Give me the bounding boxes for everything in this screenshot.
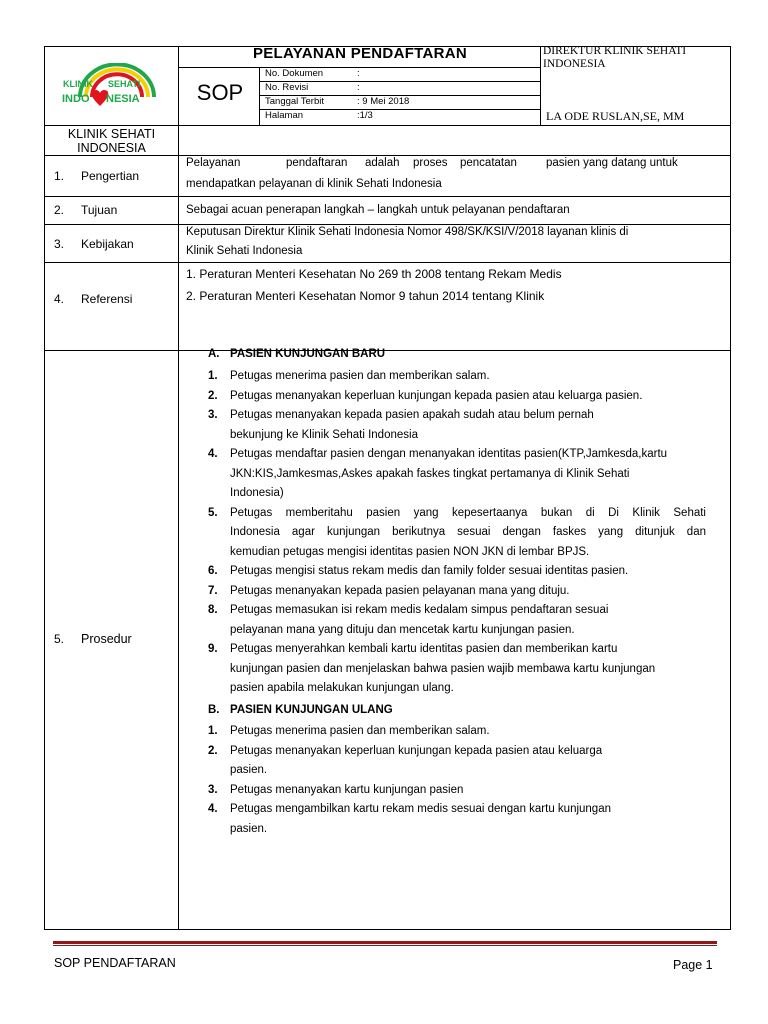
row-sep-4: [44, 262, 731, 263]
row-sep-5: [44, 350, 731, 351]
table-border-right: [730, 46, 731, 930]
clinic-name-line-1: KLINIK SEHATI: [67, 127, 156, 141]
step-number: 4.: [208, 803, 218, 815]
step-text-line: Petugas mendaftar pasien dengan menanyakan identitas pasien(KTP,Jamkesda,kartu: [230, 448, 668, 460]
row-number-kebijakan: 3.: [54, 237, 65, 251]
step-text-line: Petugas menanyakan keperluan kunjungan kepada pasien atau keluarga: [230, 744, 603, 757]
pengertian-line-2: mendapatkan pelayanan di klinik Sehati Indonesia: [186, 178, 442, 190]
signer-name: LA ODE RUSLAN,SE, MM: [546, 109, 685, 123]
part-a-letter: A.: [208, 348, 220, 360]
step-text-line: kemudian petugas mengisi identitas pasien NON JKN di lembar BPJS.: [230, 545, 590, 558]
step-text-line: kunjungan pasien dan menjelaskan bahwa pasien wajib membawa kartu kunjungan: [230, 662, 656, 675]
step-number: 5.: [208, 506, 218, 519]
row-number-referensi: 4.: [54, 292, 65, 306]
logo-text-bottom-left: INDO: [62, 93, 90, 105]
kebijakan-line-1: Keputusan Direktur Klinik Sehati Indonesia Nomor 498/SK/KSI/V/2018 layanan klinis di: [186, 226, 629, 238]
meta-label-tanggal: Tanggal Terbit: [265, 96, 324, 107]
clinic-logo-graphic: [60, 63, 160, 119]
meta-value-halaman: :1/3: [357, 110, 373, 121]
row-number-tujuan: 2.: [54, 203, 65, 217]
step-text-line: bekunjung ke Klinik Sehati Indonesia: [230, 428, 418, 441]
pengertian-word-4: proses: [413, 157, 448, 169]
step-text-line: Petugas menyerahkan kembali kartu identitas pasien dan memberikan kartu: [230, 643, 618, 655]
step-text-line: Indonesia agar kunjungan berikutnya sesuai dengan faskes yang ditunjuk dan: [230, 526, 706, 538]
step-number: 4.: [208, 448, 218, 460]
step-text-line: Petugas memasukan isi rekam medis kedalam simpus pendaftaran sesuai: [230, 604, 609, 616]
row-label-pengertian: Pengertian: [81, 169, 140, 183]
director-title: [543, 45, 686, 71]
step-text-line: Petugas menerima pasien dan memberikan salam.: [230, 370, 490, 382]
step-text-line: Petugas mengambilkan kartu rekam medis sesuai dengan kartu kunjungan: [230, 803, 611, 815]
step-text-line: Petugas mengisi status rekam medis dan family folder sesuai identitas pasien.: [230, 565, 629, 577]
meta-value-tanggal: : 9 Mei 2018: [357, 96, 410, 107]
footer-document-name: SOP PENDAFTARAN: [54, 956, 176, 970]
table-border-left: [44, 46, 45, 930]
pengertian-word-1: Pelayanan: [186, 157, 241, 169]
pengertian-word-5: pencatatan: [460, 157, 517, 169]
step-number: 1.: [208, 370, 218, 382]
part-b-letter: B.: [208, 704, 220, 716]
step-number: 7.: [208, 584, 218, 597]
step-number: 9.: [208, 643, 218, 655]
step-text-line: Petugas memberitahu pasien yang kepesertaanya bukan di Di Klinik Sehati: [230, 506, 706, 519]
logo-text-top-right: SEHATI: [108, 79, 141, 89]
meta-label-revisi: No. Revisi: [265, 82, 309, 93]
step-text-line: JKN:KIS,Jamkesmas,Askes apakah faskes tingkat pertamanya di Klinik Sehati: [230, 467, 630, 480]
pengertian-word-6: pasien yang datang untuk: [546, 157, 678, 169]
header-bottom: [44, 125, 731, 126]
step-number: 8.: [208, 604, 218, 616]
step-text-line: Petugas menanyakan kartu kunjungan pasien: [230, 783, 464, 796]
step-text-line: pasien.: [230, 764, 268, 776]
step-text-line: pasien apabila melakukan kunjungan ulang.: [230, 682, 454, 694]
step-number: 3.: [208, 409, 218, 421]
part-a-title: PASIEN KUNJUNGAN BARU: [230, 348, 386, 360]
logo-text-top-left: KLINIK: [63, 79, 93, 89]
step-text-line: pelayanan mana yang dituju dan mencetak kartu kunjungan pasien.: [230, 623, 575, 636]
pengertian-word-3: adalah: [365, 157, 400, 169]
tujuan-text: Sebagai acuan penerapan langkah – langkah untuk pelayanan pendaftaran: [186, 204, 570, 216]
step-text-line: Petugas menanyakan kepada pasien pelayanan mana yang dituju.: [230, 584, 570, 597]
step-number: 2.: [208, 389, 218, 402]
header-divider-2: [540, 46, 541, 126]
footer-page-number: Page 1: [673, 958, 713, 972]
logo-text-bottom-right: NESIA: [106, 93, 140, 105]
row-label-referensi: Referensi: [81, 292, 133, 306]
step-text-line: pasien.: [230, 822, 268, 835]
part-b-title: PASIEN KUNJUNGAN ULANG: [230, 704, 393, 716]
row-label-kebijakan: Kebijakan: [81, 237, 134, 251]
row-label-prosedur: Prosedur: [81, 632, 132, 646]
footer-rule-thick: [53, 941, 717, 944]
header-divider-1: [178, 46, 179, 930]
step-text-line: Petugas menerima pasien dan memberikan salam.: [230, 725, 490, 737]
document-title: PELAYANAN PENDAFTARAN: [252, 45, 468, 62]
pengertian-word-2: pendaftaran: [286, 157, 348, 169]
meta-label-halaman: Halaman: [265, 110, 304, 121]
meta-value-dokumen: :: [357, 68, 360, 79]
clinic-logo: [60, 63, 160, 119]
step-number: 1.: [208, 725, 218, 737]
director-title-line-1: DIREKTUR KLINIK SEHATI: [543, 45, 687, 57]
meta-value-revisi: :: [357, 82, 360, 93]
step-text-line: Petugas menanyakan kepada pasien apakah sudah atau belum pernah: [230, 409, 594, 421]
referensi-item-2: 2. Peraturan Menteri Kesehatan Nomor 9 tahun 2014 tentang Klinik: [186, 289, 545, 303]
footer-rule-thin: [53, 945, 717, 946]
sop-label: SOP: [196, 80, 244, 105]
meta-label-dokumen: No. Dokumen: [265, 68, 324, 79]
director-title-line-2: INDONESIA: [543, 58, 606, 70]
row-number-pengertian: 1.: [54, 169, 65, 183]
step-number: 6.: [208, 565, 218, 577]
clinic-name-line-2: INDONESIA: [77, 141, 146, 155]
step-number: 2.: [208, 744, 218, 757]
row-label-tujuan: Tujuan: [81, 203, 118, 217]
step-number: 3.: [208, 783, 218, 796]
step-text-line: Petugas menanyakan keperluan kunjungan kepada pasien atau keluarga pasien.: [230, 389, 643, 402]
row-sep-1: [44, 155, 731, 156]
row-number-prosedur: 5.: [54, 632, 65, 646]
referensi-item-1: 1. Peraturan Menteri Kesehatan No 269 th 2008 tentang Rekam Medis: [186, 267, 562, 281]
table-border-bottom: [44, 929, 731, 930]
step-text-line: Indonesia): [230, 487, 284, 499]
clinic-name: [45, 127, 178, 155]
kebijakan-line-2: Klinik Sehati Indonesia: [186, 245, 303, 257]
row-sep-2: [44, 196, 731, 197]
